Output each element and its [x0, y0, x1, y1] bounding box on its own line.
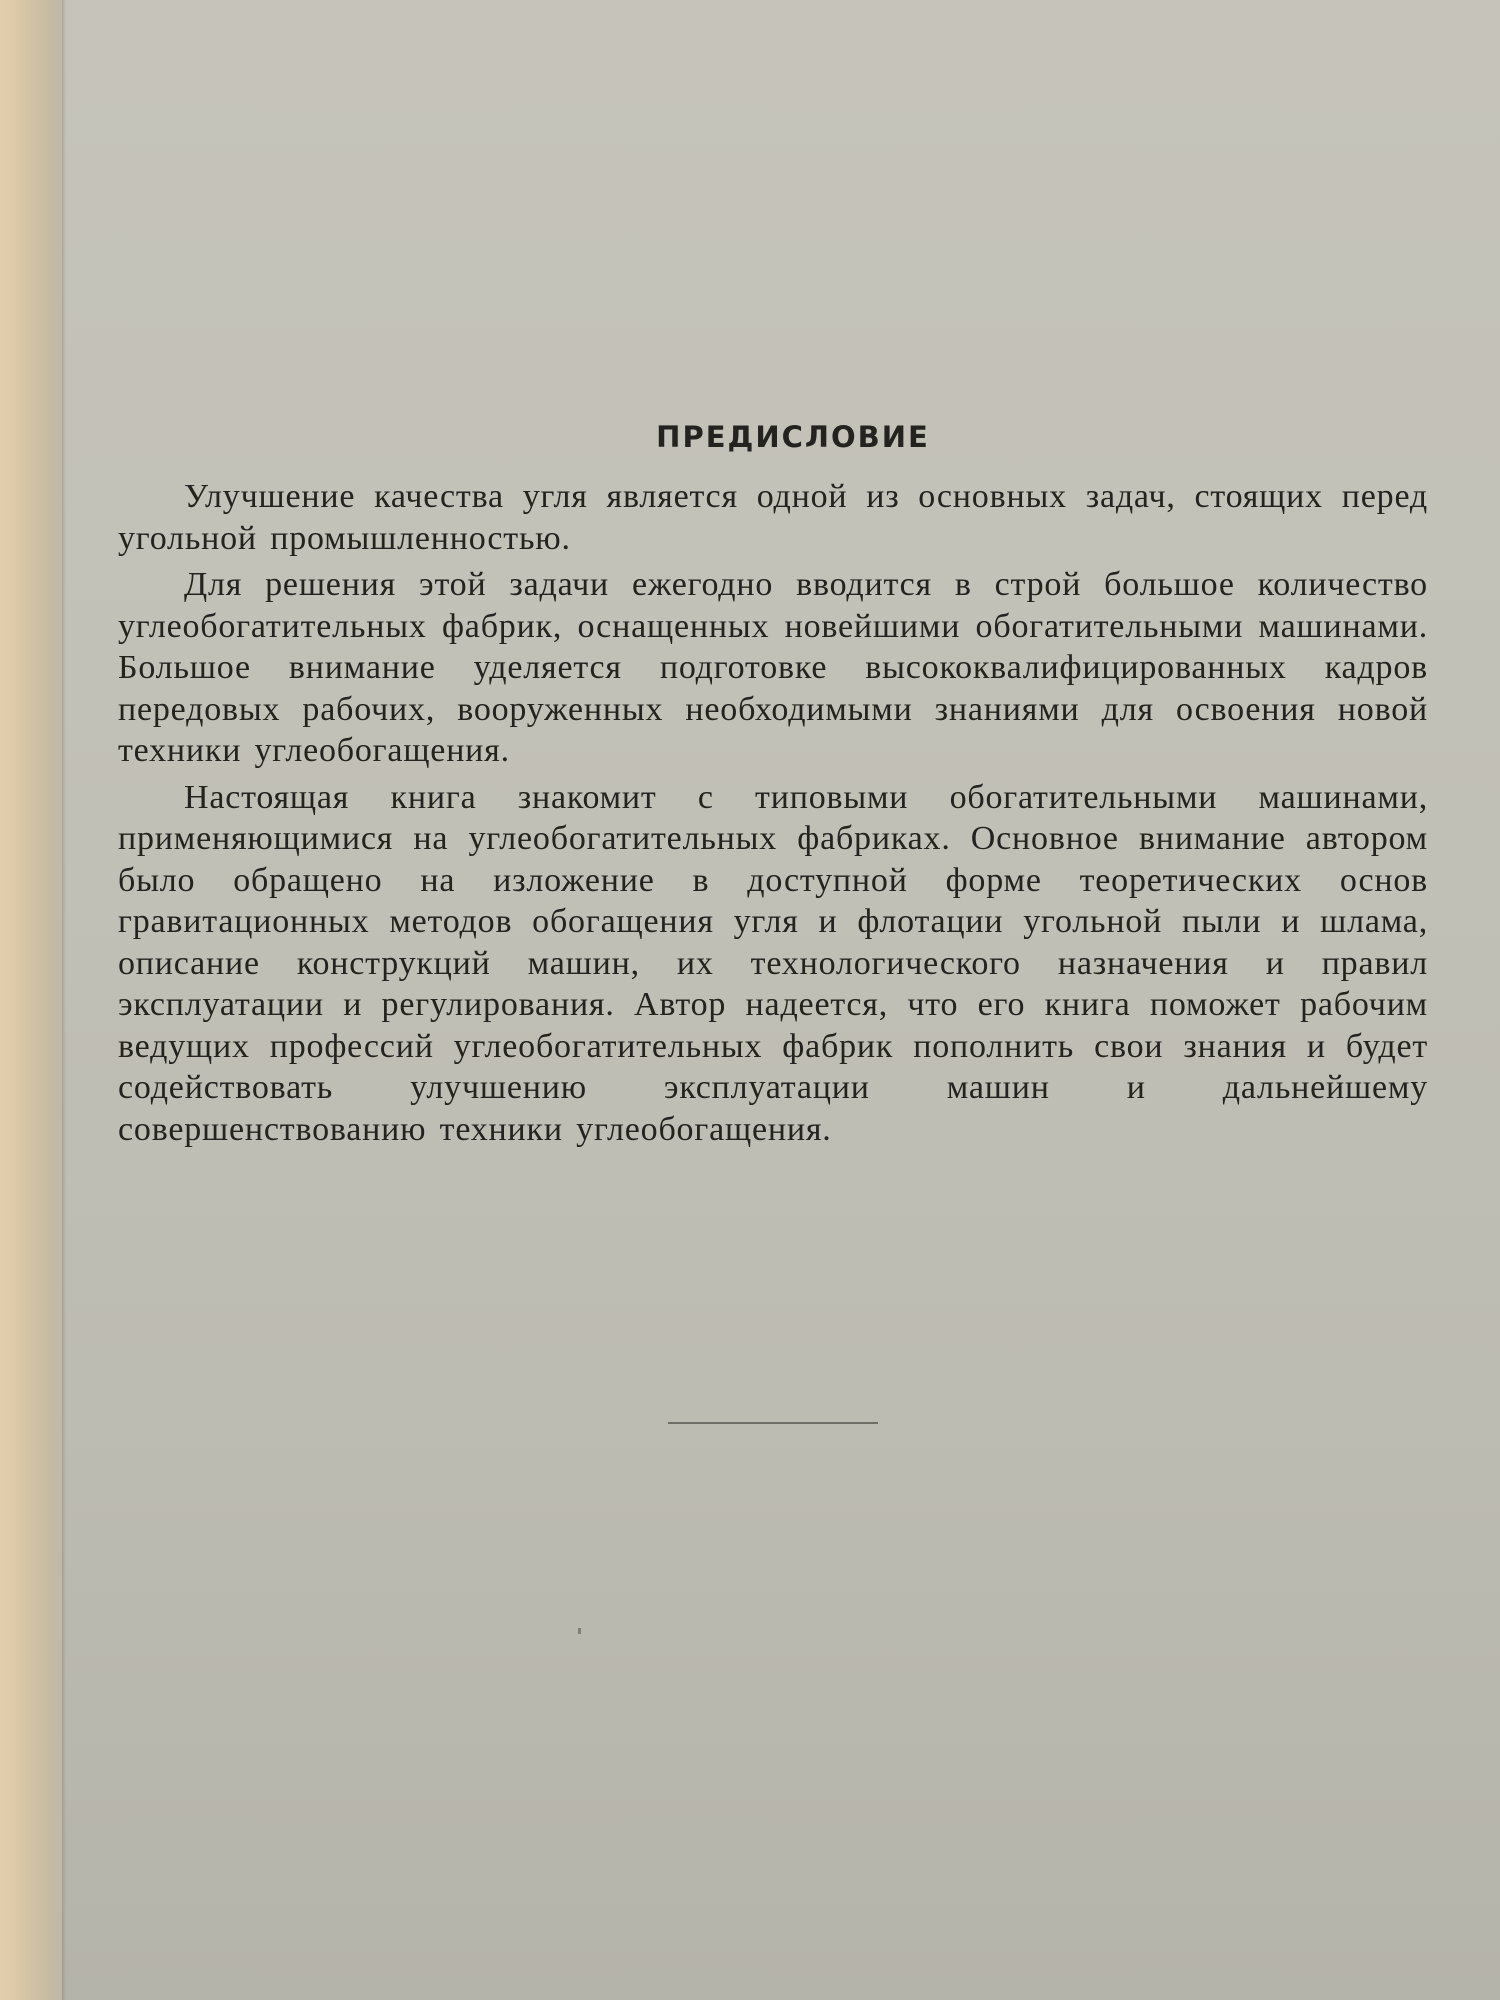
- spine-shadow: [62, 0, 66, 2000]
- paragraph-1: Улучшение качества угля является одной из основных задач, стоящих перед угольной промышленностью.: [118, 478, 1428, 557]
- paper-speck: [578, 1628, 581, 1634]
- book-spine-edge: [0, 0, 62, 2000]
- preface-text-block: [118, 420, 1428, 1155]
- paragraph-2: Для решения этой задачи ежегодно вводится в строй большое количество углеобогатительных фабрик, оснащенных новейшими обогатительными машинами. Большое внимание уделяется подготовке высококвалифицированных кадров передовых рабочих, вооруженных необходимыми знаниями для освоения новой техники углеобогащения.: [118, 566, 1428, 769]
- section-separator-line: [668, 1422, 878, 1424]
- paragraph-3: Настоящая книга знакомит с типовыми обогатительными машинами, применяющимися на углеобогатительных фабриках. Основное внимание автором было обращено на изложение в доступной форме теоретических основ гравитационных методов обогащения угля и флотации угольной пыли и шлама, описание конструкций машин, их технологического назначения и правил эксплуатации и регулирования. Автор надеется, что его книга поможет рабочим ведущих профессий углеобогатительных фабрик пополнить свои знания и будет содействовать улучшению эксплуатации машин и дальнейшему совершенствованию техники углеобогащения.: [118, 778, 1428, 1148]
- preface-heading: ПРЕДИСЛОВИЕ: [656, 420, 930, 454]
